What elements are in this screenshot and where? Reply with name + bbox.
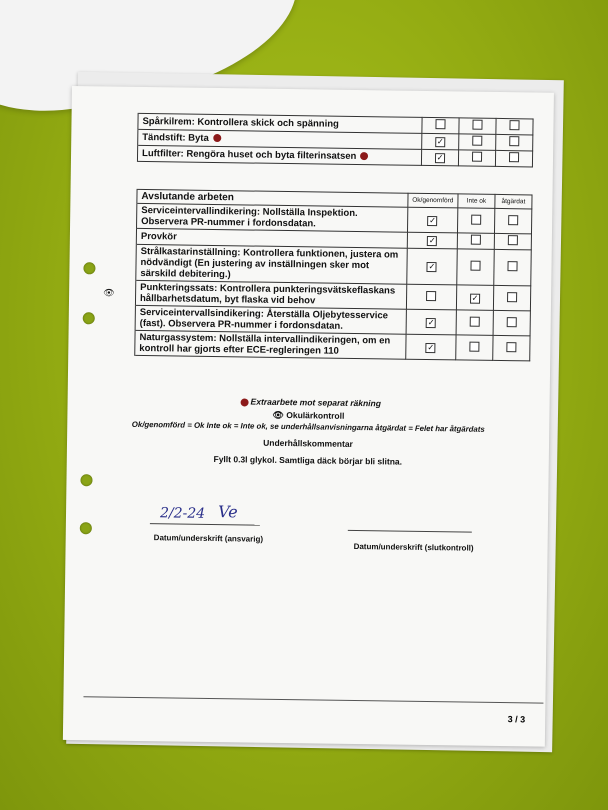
checkbox-cell (493, 335, 530, 361)
table-row (98, 330, 530, 361)
row-description: Strålkastarinställning: Kontrollera funktionen, justera om nödvändigt (En justering av inställningen sker mot särskild debitering.) (136, 244, 407, 284)
checkbox-cell (421, 149, 458, 166)
column-header: åtgärdat (495, 194, 532, 209)
extra-dot-icon (360, 153, 368, 161)
comment-title: Underhållskommentar (263, 437, 353, 449)
checkbox-cell (494, 208, 531, 234)
service-document (63, 86, 554, 747)
signature-line-right (348, 530, 472, 533)
punch-hole (83, 262, 95, 274)
checkbox-cell (406, 284, 457, 310)
checkbox (507, 261, 517, 271)
final-work-table (98, 188, 532, 361)
checkbox-cell (456, 335, 493, 361)
extra-dot-icon (240, 398, 248, 406)
checkbox (472, 120, 482, 130)
checkbox (508, 235, 518, 245)
checkbox (470, 261, 480, 271)
extra-work-note: Extraarbete mot separat räkning (68, 394, 550, 411)
checkbox-cell (406, 334, 457, 360)
row-description: Punkteringssats: Kontrollera punkteringsvätskeflaskans hållbarhetsdatum, byt flaska vid behov (135, 280, 406, 309)
checkbox-cell (406, 309, 457, 335)
handwritten-signature: Ve (217, 502, 238, 522)
visual-check-note: 👁 Okulärkontroll (272, 409, 345, 421)
checkbox (469, 341, 479, 351)
extra-dot-icon (213, 134, 221, 142)
row-description: Luftfilter: Rengöra huset och byta filterinsatsen (137, 145, 421, 165)
row-marker (100, 203, 137, 229)
signature-label-left: Datum/underskrift (ansvarig) (153, 533, 264, 544)
checkbox: ✓ (428, 235, 436, 246)
checkbox: ✓ (427, 317, 435, 327)
checkbox-cell (457, 208, 494, 234)
checkbox (435, 119, 445, 129)
checkbox (472, 136, 482, 146)
checkbox (509, 136, 519, 146)
checkbox: ✓ (427, 342, 435, 352)
row-marker (100, 228, 137, 245)
checkbox-cell (457, 249, 494, 286)
checkbox-cell (456, 285, 493, 311)
handwritten-date: 2/2-24 (159, 505, 206, 522)
row-marker (98, 330, 135, 356)
maintenance-comment: Fyllt 0.3l glykol. Samtliga däck börjar bli slitna. (213, 454, 403, 467)
checkbox-cell (457, 233, 494, 250)
abbreviation-legend: Ok/genomförd = Ok Inte ok = Inte ok, se underhållsanvisningarna åtgärdat = Felet har åtgärdats (131, 419, 485, 434)
row-description: Tändstift: Byta (138, 129, 422, 149)
checkbox-cell (496, 134, 533, 151)
checkbox-cell (456, 310, 493, 336)
signature-line-left (150, 523, 260, 526)
row-description: Spårkilrem: Kontrollera skick och spänning (138, 113, 422, 133)
checkbox: ✓ (436, 153, 444, 163)
checkbox-cell (494, 233, 531, 250)
table-row (99, 244, 531, 286)
checkbox (472, 152, 482, 162)
eye-icon: 👁 (272, 409, 284, 420)
punch-hole (80, 474, 92, 486)
row-marker (101, 145, 138, 162)
checkbox: ✓ (429, 215, 436, 225)
footer-line (83, 696, 543, 703)
row-marker (101, 129, 138, 146)
punch-hole (80, 522, 92, 534)
row-description: Naturgassystem: Nollställa intervallindikeringen, om en kontroll har gjorts efter ECE-regleringen 110 (135, 330, 406, 359)
row-marker (101, 113, 138, 130)
checkbox (507, 317, 517, 327)
row-marker (99, 244, 136, 281)
punch-hole (83, 312, 95, 324)
checkbox (506, 342, 516, 352)
checkbox-cell (458, 150, 495, 167)
checkbox (471, 214, 481, 224)
checkbox-cell (495, 150, 532, 167)
signature-label-right: Datum/underskrift (slutkontroll) (353, 541, 474, 553)
checkbox: ✓ (471, 293, 479, 303)
maintenance-table-top (101, 112, 534, 167)
section-title: Avslutande arbeten (137, 189, 408, 207)
checkbox-cell (407, 232, 457, 249)
eye-icon: 👁 (103, 286, 115, 298)
checkbox-cell (422, 133, 459, 150)
row-marker (100, 189, 137, 204)
row-marker (99, 305, 136, 331)
checkbox: ✓ (436, 137, 444, 147)
checkbox-cell (493, 310, 530, 336)
row-marker (99, 280, 136, 306)
checkbox-cell (494, 249, 531, 286)
checkbox (426, 290, 436, 300)
checkbox (509, 152, 519, 162)
row-description: Serviceintervallindikering: Nollställa Inspektion. Observera PR-nummer i fordonsdatan. (137, 203, 408, 232)
checkbox-cell (459, 118, 496, 135)
checkbox (507, 292, 517, 302)
checkbox-cell (493, 285, 530, 311)
checkbox (509, 120, 519, 130)
row-description: Provkör (136, 228, 407, 248)
row-description: Serviceintervallsindikering: Återställa Oljebytesservice (fast). Observera PR-nummer i fordonsdatan. (135, 305, 406, 334)
column-header: Ok/genomförd (408, 193, 458, 208)
checkbox-cell (422, 117, 459, 134)
column-header: Inte ok (458, 194, 495, 209)
checkbox (471, 235, 481, 245)
checkbox: ✓ (428, 261, 436, 272)
checkbox-cell (407, 248, 458, 285)
checkbox (470, 316, 480, 326)
checkbox-cell (496, 118, 533, 135)
checkbox (508, 215, 518, 225)
checkbox-cell (459, 134, 496, 151)
checkbox-cell (407, 207, 458, 233)
page-number: 3 / 3 (507, 714, 526, 725)
